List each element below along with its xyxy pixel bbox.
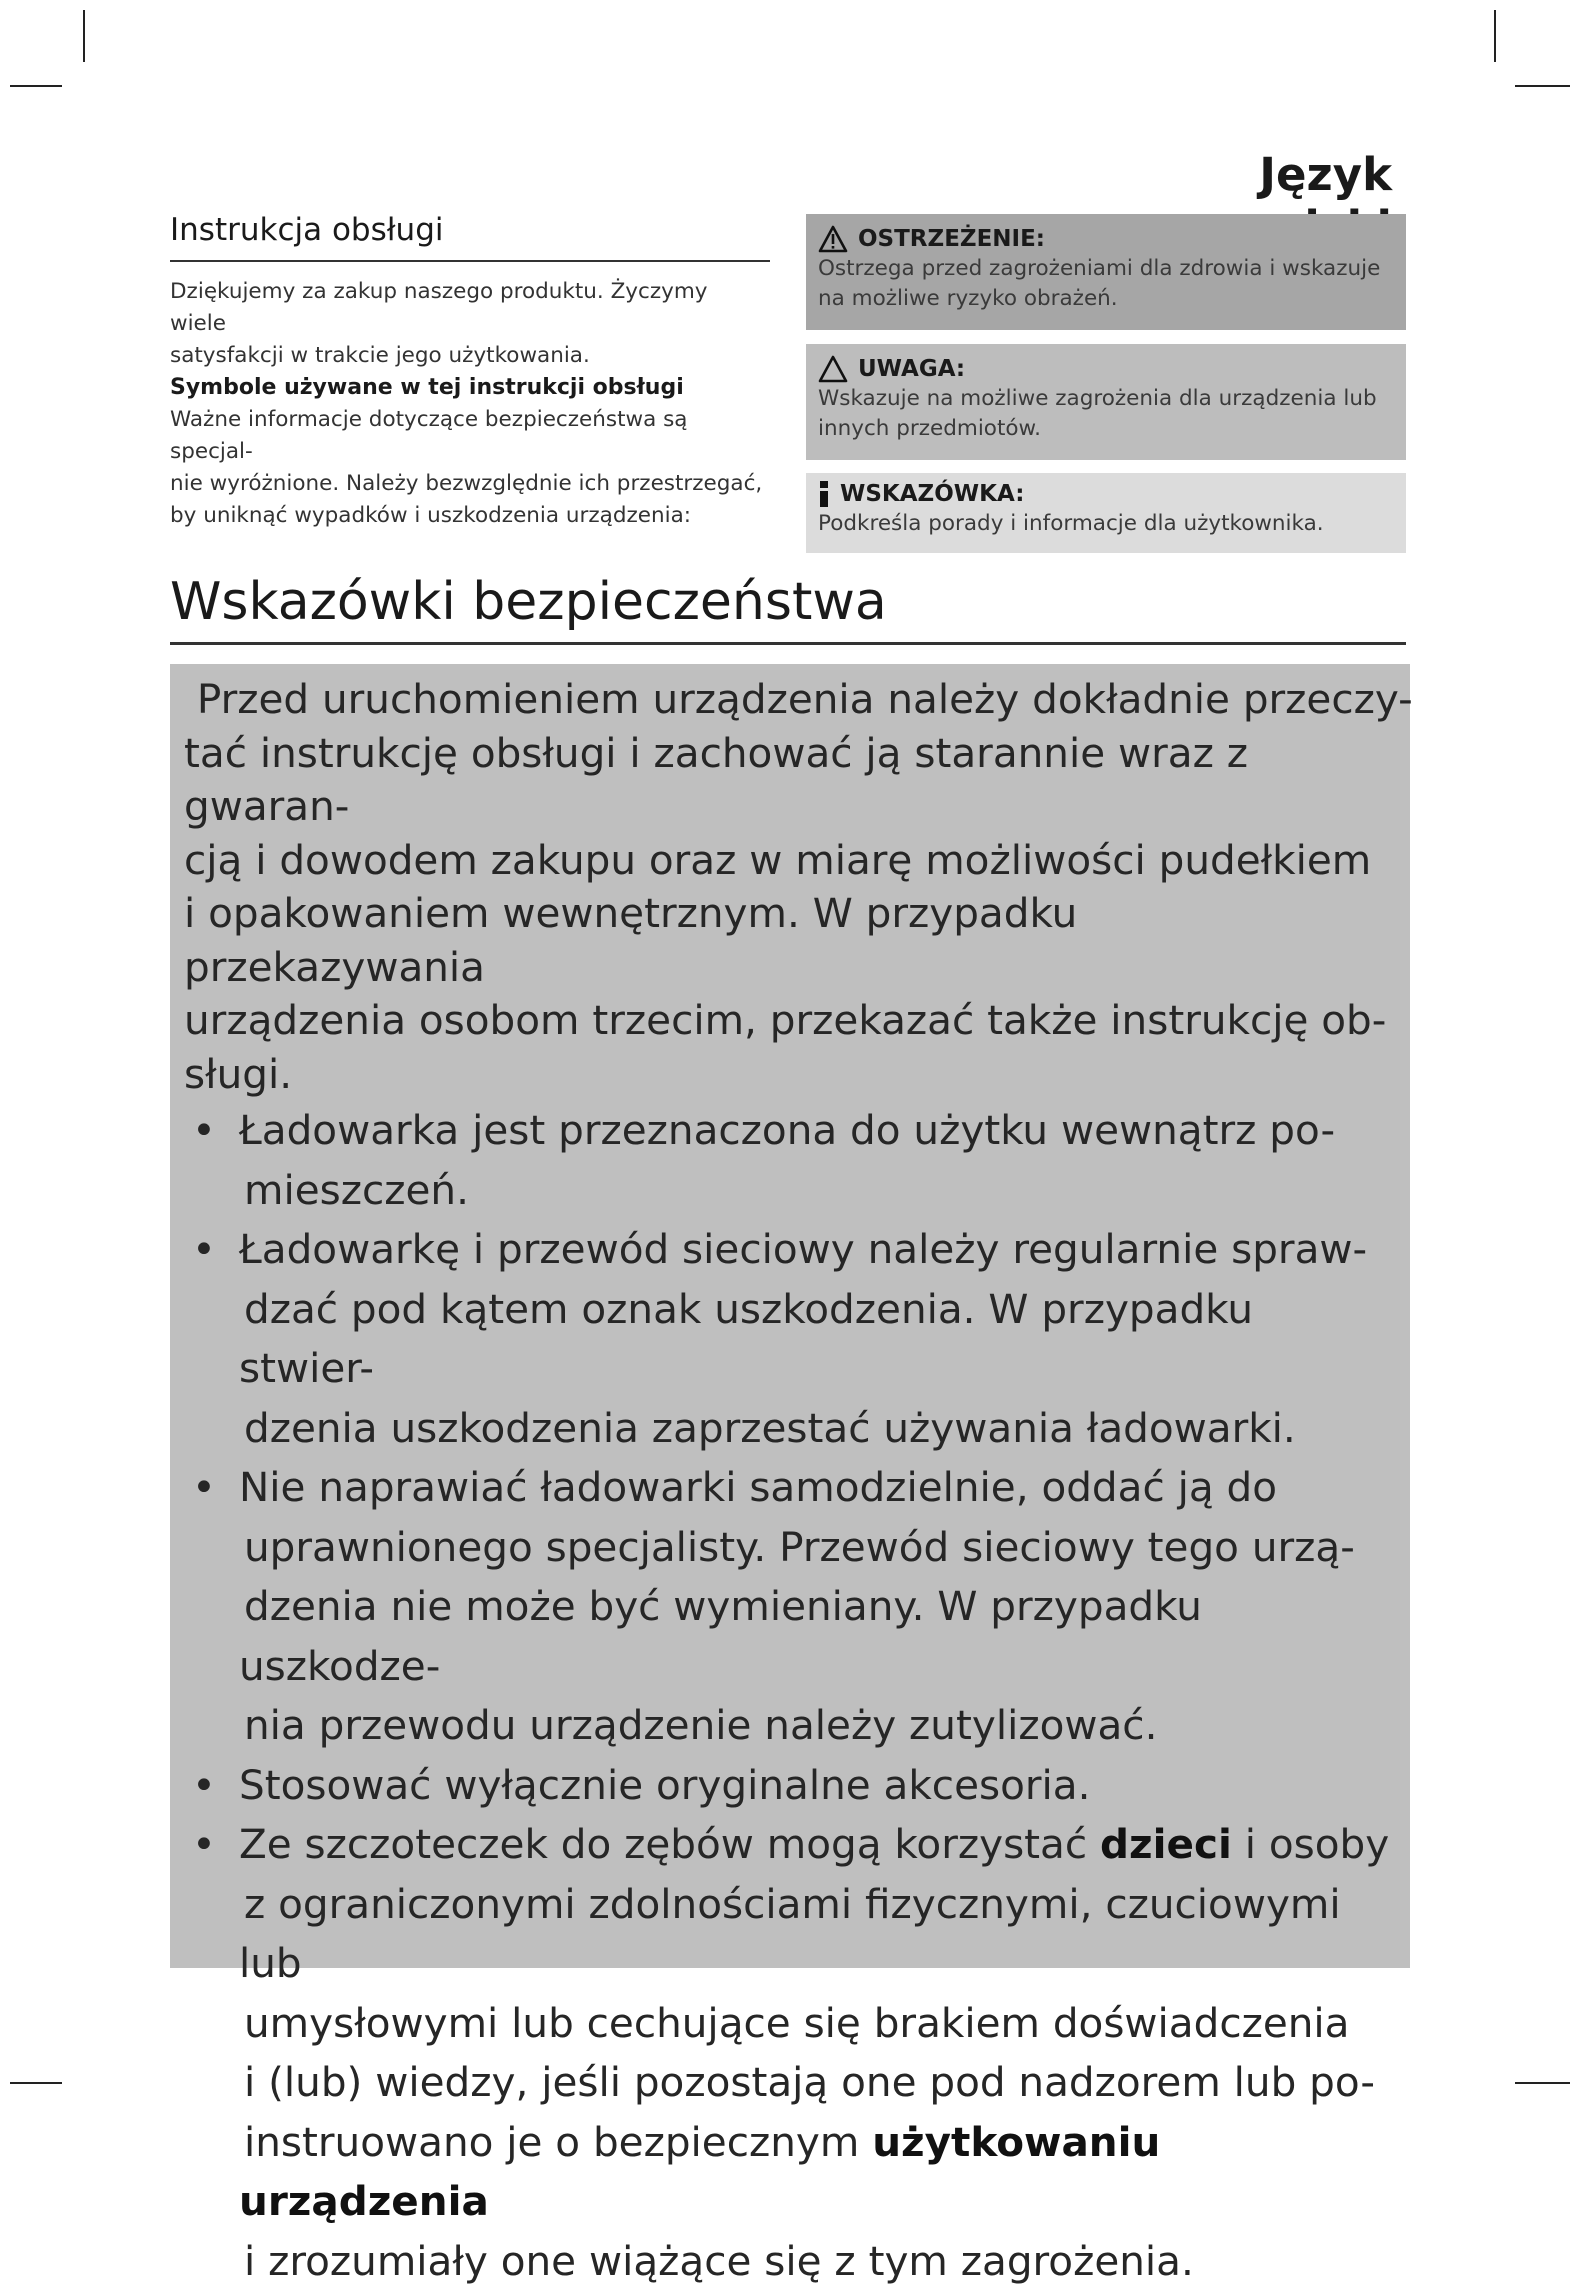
caution-box bbox=[806, 344, 1406, 460]
text-line: nie wyróżnione. Należy bezwzględnie ich przestrzegać, bbox=[170, 471, 763, 496]
crop-mark bbox=[1515, 85, 1570, 87]
warning-header bbox=[818, 224, 1394, 254]
crop-mark bbox=[10, 85, 62, 87]
safety-title: Wskazówki bezpieczeństwa bbox=[170, 572, 1406, 645]
text-line: Ważne informacje dotyczące bezpieczeństwa są specjal- bbox=[170, 407, 688, 464]
bullet: • bbox=[192, 1463, 216, 1511]
text-line: Stosować wyłącznie oryginalne akcesoria. bbox=[239, 1760, 1091, 1809]
intro-section bbox=[170, 212, 770, 532]
list-item bbox=[184, 1815, 1390, 2291]
warning-text bbox=[818, 254, 1394, 314]
hint-header bbox=[818, 479, 1394, 509]
caution-text bbox=[818, 384, 1394, 444]
text-line: Nie naprawiać ładowarki samodzielnie, oddać ją do bbox=[239, 1463, 1278, 1511]
bullet: • bbox=[192, 1820, 216, 1868]
text-line bbox=[239, 1820, 1389, 1868]
section-title: Instrukcja obsługi bbox=[170, 212, 770, 262]
info-icon bbox=[818, 481, 830, 507]
symbols-title: Symbole używane w tej instrukcji obsługi bbox=[170, 375, 684, 400]
text-line: Wskazuje na możliwe zagrożenia dla urządzenia lub bbox=[818, 386, 1377, 411]
text-span: Ze szczoteczek do zębów mogą korzystać bbox=[239, 1820, 1101, 1868]
text-line: dzać pod kątem oznak uszkodzenia. W przypadku stwier- bbox=[239, 1284, 1254, 1392]
thanks-text bbox=[170, 276, 770, 372]
crop-mark bbox=[1515, 2082, 1570, 2084]
text-line: urządzenia osobom trzecim, przekazać także instrukcję ob- bbox=[184, 996, 1387, 1044]
text-line: by uniknąć wypadków i uszkodzenia urządzenia: bbox=[170, 503, 692, 528]
text-line: innych przedmiotów. bbox=[818, 416, 1041, 441]
list-item bbox=[184, 1756, 1390, 1816]
text-line: tać instrukcję obsługi i zachować ją starannie wraz z gwaran- bbox=[184, 728, 1248, 830]
text-span: instruowano je o bezpiecznym bbox=[244, 2117, 873, 2166]
text-line: Ładowarka jest przeznaczona do użytku wewnątrz po- bbox=[239, 1106, 1336, 1154]
text-line: uprawnionego specjalisty. Przewód sieciowy tego urzą- bbox=[244, 1522, 1355, 1571]
text-line: umysłowymi lub cechujące się brakiem doświadczenia bbox=[244, 1998, 1350, 2047]
text-line: dzenia uszkodzenia zaprzestać używania ładowarki. bbox=[244, 1403, 1296, 1452]
warning-label: OSTRZEŻENIE: bbox=[858, 226, 1046, 252]
text-line: i zrozumiały one wiążące się z tym zagrożenia. bbox=[244, 2236, 1194, 2285]
bullet: • bbox=[192, 1225, 216, 1273]
text-line: Ładowarkę i przewód sieciowy należy regularnie spraw- bbox=[239, 1225, 1368, 1273]
warning-box bbox=[806, 214, 1406, 330]
caution-label: UWAGA: bbox=[858, 356, 966, 382]
crop-mark bbox=[10, 2082, 62, 2084]
text-line: Podkreśla porady i informacje dla użytkownika. bbox=[818, 511, 1324, 536]
symbols-text bbox=[170, 404, 770, 532]
hint-box bbox=[806, 473, 1406, 553]
text-line: z ograniczonymi zdolnościami fizycznymi, czuciowymi lub bbox=[239, 1879, 1341, 1987]
safety-list bbox=[184, 1101, 1390, 2291]
safety-box bbox=[170, 664, 1413, 2285]
emphasis-children: dzieci bbox=[1100, 1820, 1232, 1868]
language-title: Język bbox=[1259, 148, 1392, 201]
list-item bbox=[184, 1220, 1390, 1458]
text-line: i opakowaniem wewnętrznym. W przypadku przekazywania bbox=[184, 889, 1078, 991]
text-line bbox=[239, 2118, 1160, 2226]
safety-intro bbox=[184, 673, 1413, 1101]
text-line: sługi. bbox=[184, 1049, 293, 1098]
caution-triangle-icon bbox=[818, 355, 848, 383]
text-line: Przed uruchomieniem urządzenia należy dokładnie przeczy- bbox=[184, 675, 1413, 723]
caution-header bbox=[818, 354, 1394, 384]
text-line: Dziękujemy za zakup naszego produktu. Życzymy wiele bbox=[170, 279, 708, 336]
text-line: dzenia nie może być wymieniany. W przypadku uszkodze- bbox=[239, 1582, 1202, 1690]
text-line: mieszczeń. bbox=[244, 1165, 469, 1214]
text-line: satysfakcji w trakcie jego użytkowania. bbox=[170, 343, 590, 368]
text-line: nia przewodu urządzenie należy zutylizować. bbox=[244, 1701, 1158, 1749]
hint-label: WSKAZÓWKA: bbox=[840, 481, 1025, 507]
text-line: Ostrzega przed zagrożeniami dla zdrowia i wskazuje bbox=[818, 256, 1381, 281]
crop-mark bbox=[1494, 10, 1496, 62]
bullet: • bbox=[192, 1106, 216, 1154]
text-line: i (lub) wiedzy, jeśli pozostają one pod nadzorem lub po- bbox=[244, 2058, 1376, 2106]
list-item bbox=[184, 1101, 1390, 1220]
text-span: i osoby bbox=[1231, 1820, 1390, 1868]
crop-mark bbox=[83, 10, 85, 62]
text-line: na możliwe ryzyko obrażeń. bbox=[818, 286, 1118, 311]
hint-text bbox=[818, 509, 1394, 539]
warning-triangle-icon bbox=[818, 225, 848, 253]
text-line: cją i dowodem zakupu oraz w miarę możliwości pudełkiem bbox=[184, 835, 1372, 884]
emphasis-device-use: użytkowaniu urządzenia bbox=[239, 2117, 1161, 2225]
bullet: • bbox=[192, 1760, 216, 1809]
list-item bbox=[184, 1458, 1390, 1756]
